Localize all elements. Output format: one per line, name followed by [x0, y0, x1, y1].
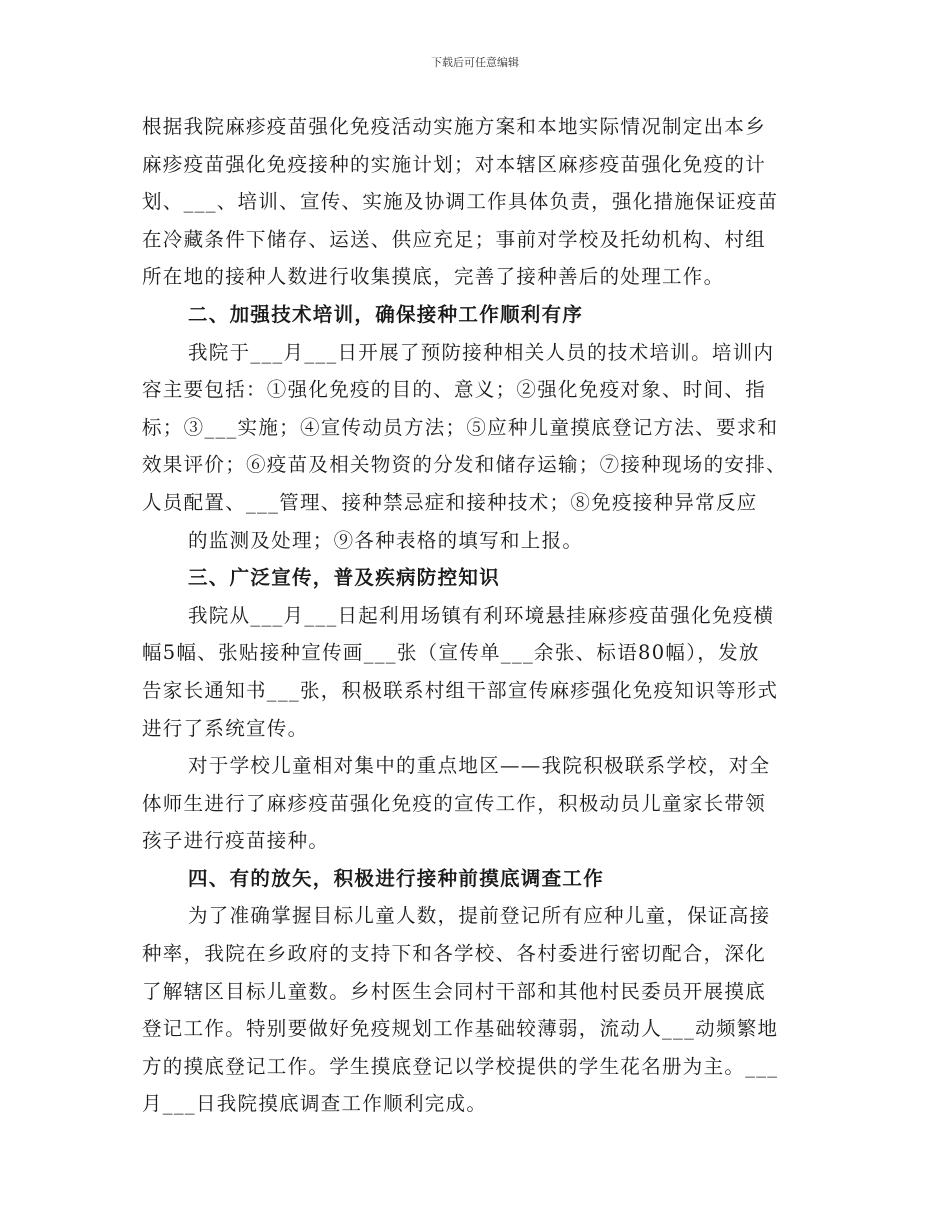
- text-line: 根据我院麻疹疫苗强化免疫活动实施方案和本地实际情况制定出本乡: [142, 115, 767, 138]
- text-line: 我院于___月___日开展了预防接种相关人员的技术培训。培训内: [188, 340, 775, 364]
- section-heading: 四、有的放矢，积极进行接种前摸底调查工作: [188, 866, 605, 890]
- text-line: 标；③___实施；④宣传动员方法；⑤应种儿童摸底登记方法、要求和: [142, 415, 779, 439]
- text-line: 月___日我院摸底调查工作顺利完成。: [142, 1092, 488, 1116]
- text-line: 孩子进行疫苗接种。: [142, 829, 330, 853]
- text-line: 了解辖区目标儿童数。乡村医生会同村干部和其他村民委员开展摸底: [142, 979, 767, 1003]
- document-body: [142, 108, 832, 1123]
- page-header: 下载后可任意编辑: [431, 56, 519, 69]
- text-line: 为了准确掌握目标儿童人数，提前登记所有应种儿童，保证高接: [188, 904, 771, 928]
- text-line: 在冷藏条件下储存、运送、供应充足；事前对学校及托幼机构、村组: [142, 227, 767, 251]
- section-heading: 三、广泛宣传，普及疾病防控知识: [188, 566, 501, 590]
- text-line: 种率，我院在乡政府的支持下和各学校、各村委进行密切配合，深化: [142, 942, 767, 966]
- section-heading: 二、加强技术培训，确保接种工作顺利有序: [188, 302, 584, 326]
- text-line: 划、___、培训、宣传、实施及协调工作具体负责，强化措施保证疫苗: [142, 190, 779, 214]
- text-line: 我院从___月___日起利用场镇有利环境悬挂麻疹疫苗强化免疫横: [188, 603, 775, 627]
- text-line: 人员配置、___管理、接种禁忌症和接种技术；⑧免疫接种异常反应: [142, 490, 758, 514]
- text-line: 的监测及处理；⑨各种表格的填写和上报。: [188, 528, 584, 552]
- text-line: 告家长通知书___张，积极联系村组干部宣传麻疹强化免疫知识等形式: [142, 678, 779, 702]
- text-line: 效果评价；⑥疫苗及相关物资的分发和储存运输；⑦接种现场的安排、: [142, 453, 787, 477]
- text-line: 对于学校儿童相对集中的重点地区——我院积极联系学校，对全: [188, 754, 771, 778]
- text-line: 登记工作。特别要做好免疫规划工作基础较薄弱，流动人___动频繁地: [142, 1017, 779, 1041]
- text-line: 幅5幅、张贴接种宣传画___张（宣传单___余张、标语80幅），发放: [142, 641, 760, 665]
- text-line: 容主要包括：①强化免疫的目的、意义；②强化免疫对象、时间、指: [142, 378, 767, 402]
- text-line: 进行了系统宣传。: [142, 716, 309, 740]
- text-line: 麻疹疫苗强化免疫接种的实施计划；对本辖区麻疹疫苗强化免疫的计: [142, 152, 767, 176]
- text-line: 所在地的接种人数进行收集摸底，完善了接种善后的处理工作。: [142, 265, 725, 289]
- text-line: 体师生进行了麻疹疫苗强化免疫的宣传工作，积极动员儿童家长带领: [142, 791, 767, 815]
- text-line: 方的摸底登记工作。学生摸底登记以学校提供的学生花名册为主。___: [142, 1054, 779, 1078]
